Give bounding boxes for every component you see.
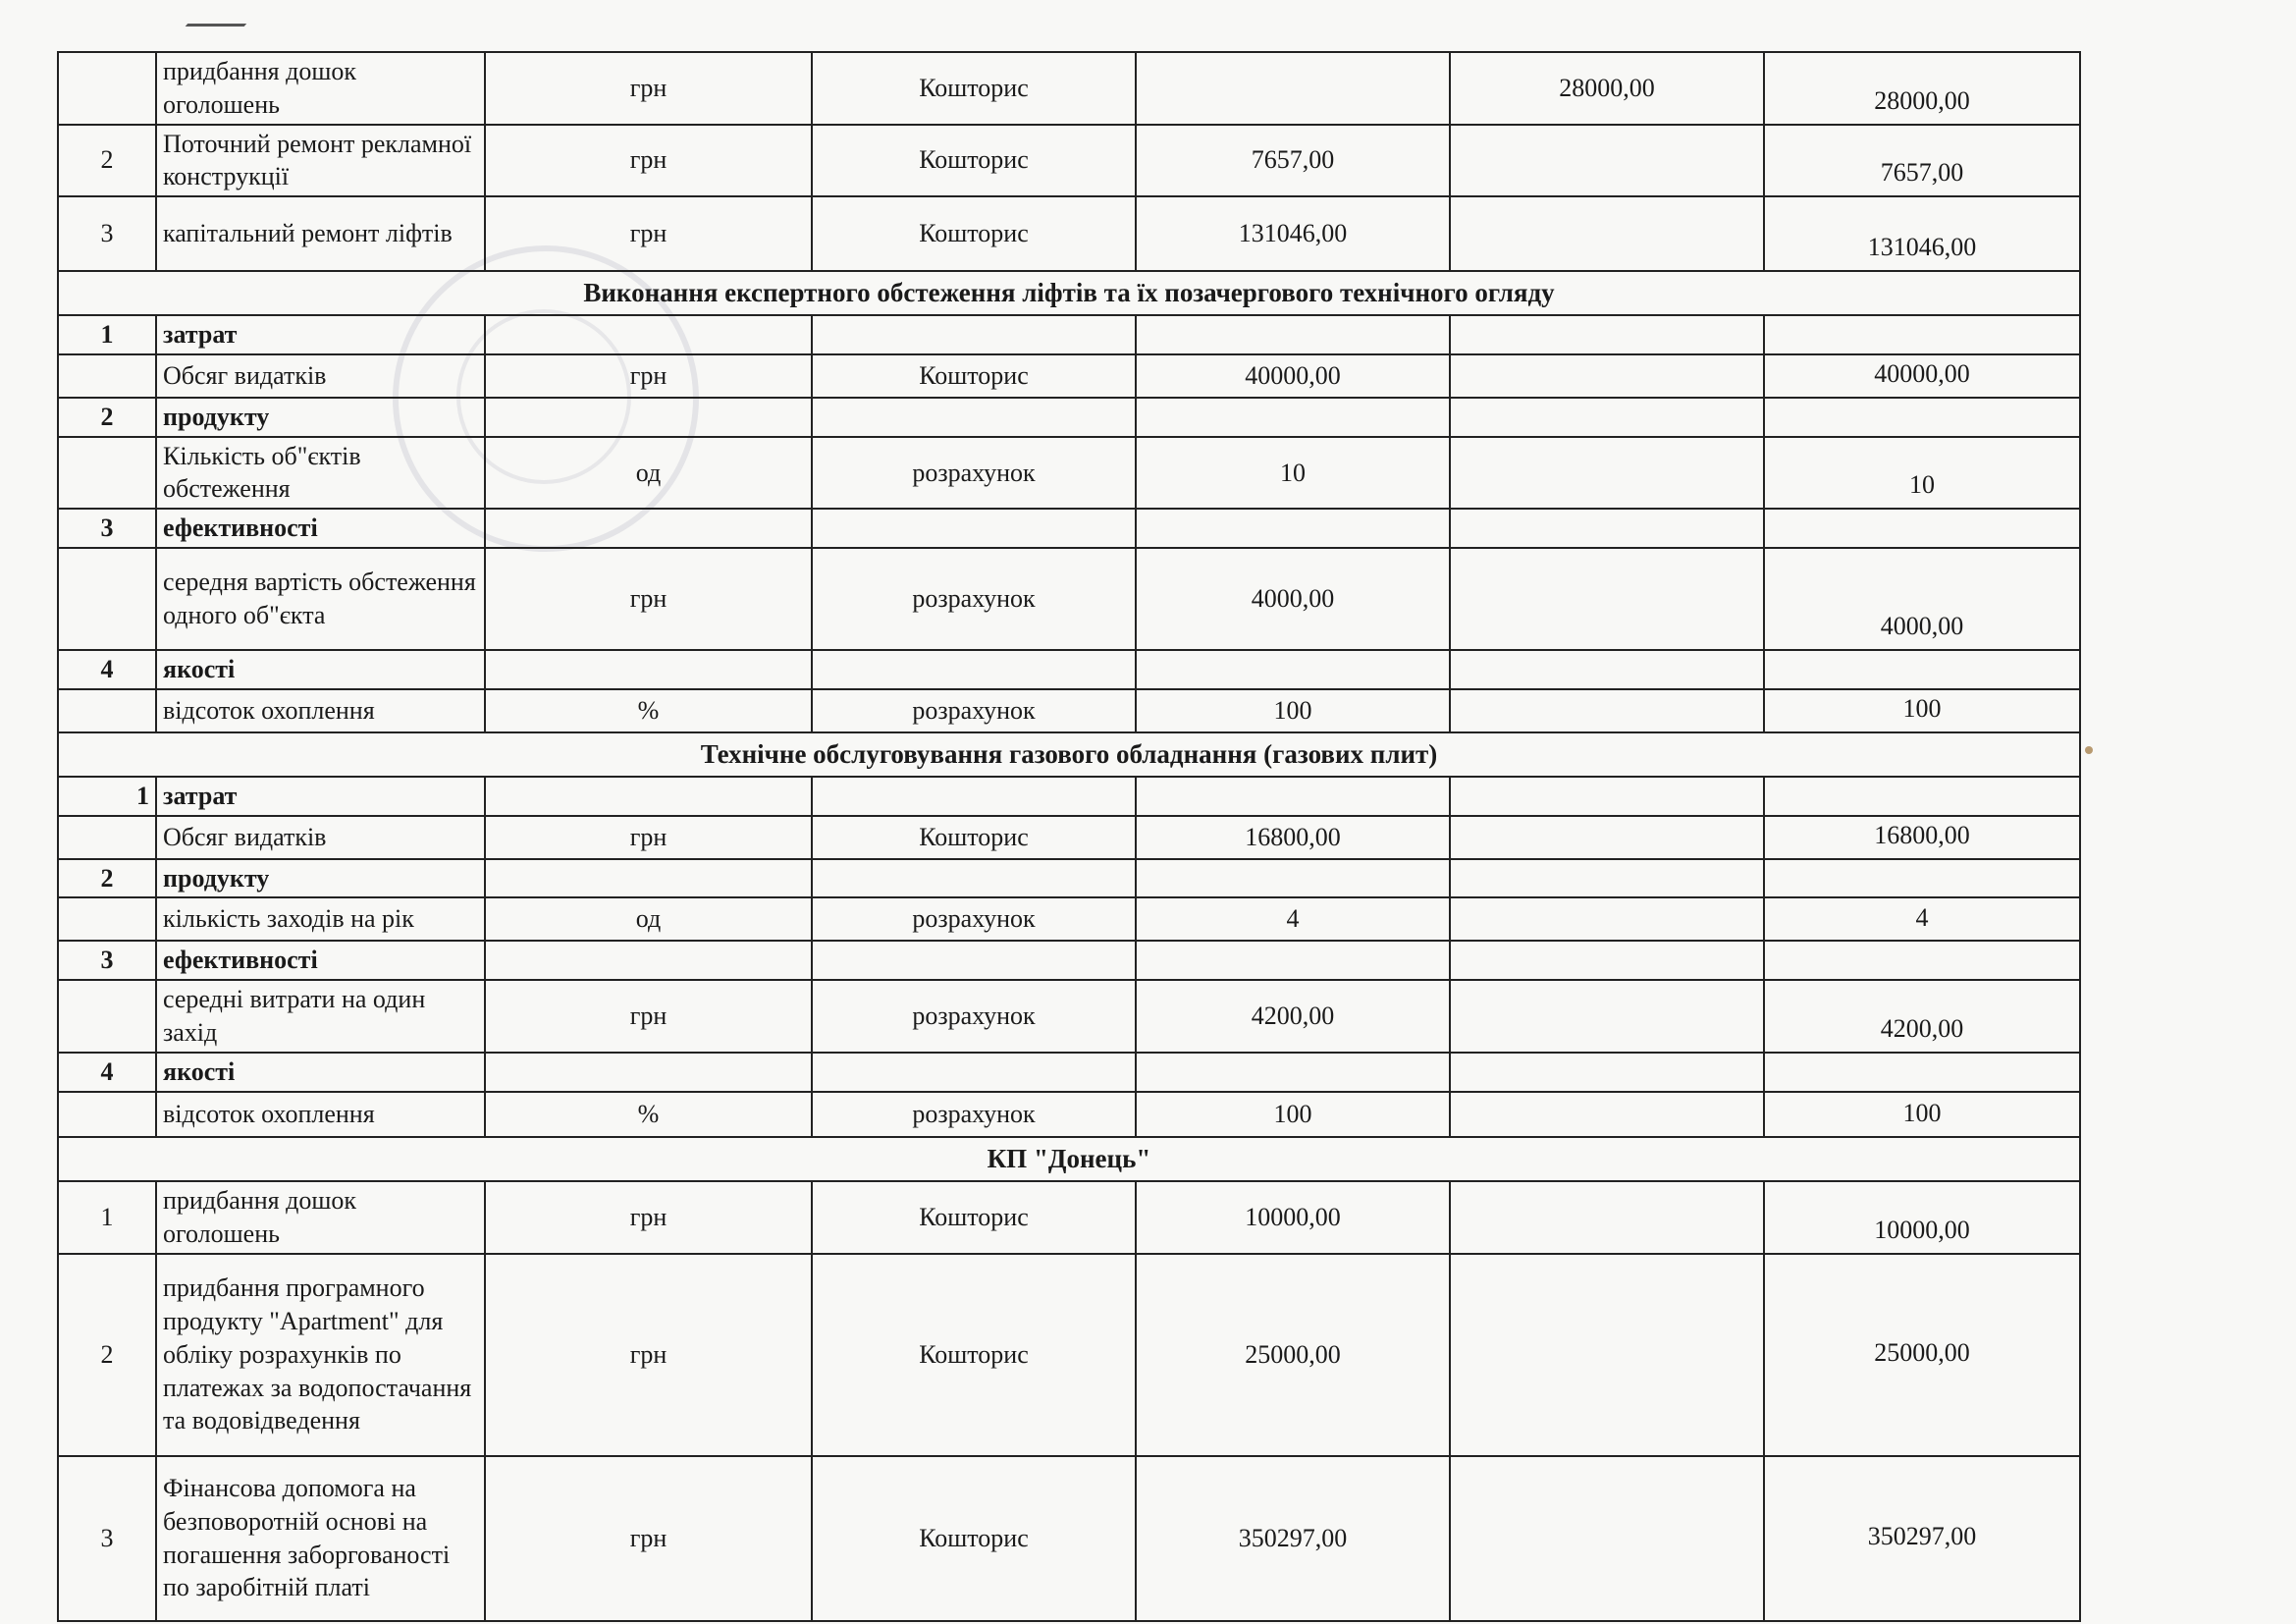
row-total: 4200,00 — [1764, 980, 2080, 1053]
category-row — [58, 1053, 2080, 1092]
empty-cell — [1136, 941, 1450, 980]
row-name: середні витрати на один захід — [156, 980, 485, 1053]
empty-cell — [1450, 650, 1764, 689]
row-value-general: 4 — [1136, 897, 1450, 941]
empty-cell — [1450, 354, 1764, 398]
row-source: розрахунок — [812, 980, 1136, 1053]
empty-cell — [1450, 777, 1764, 816]
table-row — [58, 52, 2080, 125]
row-unit: % — [485, 689, 812, 732]
row-total: 10 — [1764, 437, 2080, 510]
empty-cell — [1450, 1181, 1764, 1254]
section-title-donets: КП "Донець" — [58, 1137, 2080, 1181]
row-source: розрахунок — [812, 689, 1136, 732]
empty-cell — [58, 1092, 156, 1137]
row-name: Поточний ремонт рекламної конструкції — [156, 125, 485, 197]
empty-cell — [1764, 1053, 2080, 1092]
row-name: придбання дошок оголошень — [156, 1181, 485, 1254]
category-name: ефективності — [156, 941, 485, 980]
empty-cell — [485, 650, 812, 689]
empty-cell — [58, 689, 156, 732]
table-row — [58, 897, 2080, 941]
row-name: Обсяг видатків — [156, 816, 485, 859]
empty-cell — [1450, 398, 1764, 437]
row-value-general: 131046,00 — [1136, 196, 1450, 271]
empty-cell — [812, 1053, 1136, 1092]
row-number — [58, 52, 156, 125]
category-row — [58, 777, 2080, 816]
row-unit: грн — [485, 196, 812, 271]
empty-cell — [812, 777, 1136, 816]
category-name: ефективності — [156, 509, 485, 548]
table-row — [58, 196, 2080, 271]
row-unit: грн — [485, 354, 812, 398]
row-name: придбання програмного продукту "Apartment" для обліку розрахунків по платежах за водопостачання та водовідведення — [156, 1254, 485, 1456]
empty-cell — [1764, 398, 2080, 437]
row-number: 1 — [58, 1181, 156, 1254]
empty-cell — [1136, 650, 1450, 689]
row-value-general: 40000,00 — [1136, 354, 1450, 398]
row-unit: грн — [485, 816, 812, 859]
row-unit: грн — [485, 548, 812, 650]
empty-cell — [1136, 1053, 1450, 1092]
row-source: розрахунок — [812, 548, 1136, 650]
row-source: розрахунок — [812, 437, 1136, 510]
table-row — [58, 437, 2080, 510]
section-title-lifts: Виконання експертного обстеження ліфтів та їх позачергового технічного огляду — [58, 271, 2080, 315]
row-value-general: 10000,00 — [1136, 1181, 1450, 1254]
empty-cell — [1450, 689, 1764, 732]
table-row — [58, 980, 2080, 1053]
empty-cell — [812, 859, 1136, 898]
row-source: Кошторис — [812, 52, 1136, 125]
table-row — [58, 1254, 2080, 1456]
table-row — [58, 125, 2080, 197]
empty-cell — [812, 398, 1136, 437]
row-unit: грн — [485, 125, 812, 197]
row-value-special — [1450, 196, 1764, 271]
empty-cell — [1450, 980, 1764, 1053]
empty-cell — [58, 548, 156, 650]
row-name: відсоток охоплення — [156, 1092, 485, 1137]
empty-cell — [1136, 315, 1450, 354]
empty-cell — [1136, 777, 1450, 816]
empty-cell — [485, 315, 812, 354]
empty-cell — [1450, 1053, 1764, 1092]
empty-cell — [812, 650, 1136, 689]
empty-cell — [1136, 509, 1450, 548]
row-source: Кошторис — [812, 196, 1136, 271]
category-name: затрат — [156, 777, 485, 816]
empty-cell — [1450, 1456, 1764, 1621]
row-value-special: 28000,00 — [1450, 52, 1764, 125]
row-total: 16800,00 — [1764, 816, 2080, 859]
scan-dot — [2085, 746, 2093, 754]
category-number: 3 — [58, 509, 156, 548]
empty-cell — [1450, 1254, 1764, 1456]
table-row — [58, 816, 2080, 859]
category-name: продукту — [156, 859, 485, 898]
table-row — [58, 354, 2080, 398]
empty-cell — [485, 941, 812, 980]
empty-cell — [1764, 941, 2080, 980]
section-header-row — [58, 1137, 2080, 1181]
row-name: середня вартість обстеження одного об"єкта — [156, 548, 485, 650]
row-source: Кошторис — [812, 125, 1136, 197]
row-total: 350297,00 — [1764, 1456, 2080, 1621]
category-number: 1 — [58, 777, 156, 816]
row-unit: грн — [485, 980, 812, 1053]
row-value-general: 4200,00 — [1136, 980, 1450, 1053]
section-header-row — [58, 271, 2080, 315]
table-row — [58, 689, 2080, 732]
row-value-general: 10 — [1136, 437, 1450, 510]
category-name: продукту — [156, 398, 485, 437]
category-name: затрат — [156, 315, 485, 354]
empty-cell — [58, 980, 156, 1053]
category-number: 4 — [58, 1053, 156, 1092]
row-number: 2 — [58, 1254, 156, 1456]
table-row — [58, 1181, 2080, 1254]
row-source: Кошторис — [812, 1181, 1136, 1254]
empty-cell — [1450, 816, 1764, 859]
empty-cell — [1450, 941, 1764, 980]
row-total: 100 — [1764, 689, 2080, 732]
row-source: Кошторис — [812, 1254, 1136, 1456]
section-title-gas: Технічне обслуговування газового обладнання (газових плит) — [58, 732, 2080, 777]
empty-cell — [1450, 437, 1764, 510]
row-total: 4000,00 — [1764, 548, 2080, 650]
row-name: Фінансова допомога на безповоротній основі на погашення заборгованості по заробітній платі — [156, 1456, 485, 1621]
row-name: Кількість об"єктів обстеження — [156, 437, 485, 510]
row-source: Кошторис — [812, 1456, 1136, 1621]
empty-cell — [485, 1053, 812, 1092]
empty-cell — [812, 315, 1136, 354]
row-number: 3 — [58, 1456, 156, 1621]
section-header-row — [58, 732, 2080, 777]
empty-cell — [485, 509, 812, 548]
empty-cell — [1450, 548, 1764, 650]
category-row — [58, 650, 2080, 689]
empty-cell — [1450, 315, 1764, 354]
category-row — [58, 509, 2080, 548]
row-unit: грн — [485, 52, 812, 125]
row-number: 2 — [58, 125, 156, 197]
budget-indicators-table — [57, 51, 2081, 1622]
row-total: 28000,00 — [1764, 52, 2080, 125]
row-source: Кошторис — [812, 354, 1136, 398]
row-total: 4 — [1764, 897, 2080, 941]
row-unit: грн — [485, 1254, 812, 1456]
row-name: Обсяг видатків — [156, 354, 485, 398]
empty-cell — [485, 777, 812, 816]
category-number: 1 — [58, 315, 156, 354]
row-value-general: 100 — [1136, 1092, 1450, 1137]
category-number: 4 — [58, 650, 156, 689]
empty-cell — [58, 354, 156, 398]
row-value-general: 4000,00 — [1136, 548, 1450, 650]
empty-cell — [485, 398, 812, 437]
row-source: Кошторис — [812, 816, 1136, 859]
row-value-general: 25000,00 — [1136, 1254, 1450, 1456]
empty-cell — [1764, 509, 2080, 548]
budget-table-sheet — [57, 51, 2079, 1622]
row-source: розрахунок — [812, 897, 1136, 941]
row-unit: % — [485, 1092, 812, 1137]
row-name: капітальний ремонт ліфтів — [156, 196, 485, 271]
row-total: 10000,00 — [1764, 1181, 2080, 1254]
empty-cell — [1136, 398, 1450, 437]
empty-cell — [1764, 315, 2080, 354]
row-total: 131046,00 — [1764, 196, 2080, 271]
category-number: 2 — [58, 398, 156, 437]
scan-edge-mark — [186, 0, 267, 27]
row-source: розрахунок — [812, 1092, 1136, 1137]
row-unit: од — [485, 897, 812, 941]
table-row — [58, 548, 2080, 650]
row-value-general: 16800,00 — [1136, 816, 1450, 859]
empty-cell — [1764, 777, 2080, 816]
row-name: кількість заходів на рік — [156, 897, 485, 941]
empty-cell — [1450, 859, 1764, 898]
empty-cell — [1450, 897, 1764, 941]
row-name: відсоток охоплення — [156, 689, 485, 732]
row-unit: од — [485, 437, 812, 510]
category-row — [58, 398, 2080, 437]
row-value-special — [1450, 125, 1764, 197]
row-value-general — [1136, 52, 1450, 125]
row-total: 100 — [1764, 1092, 2080, 1137]
row-total: 7657,00 — [1764, 125, 2080, 197]
table-row — [58, 1456, 2080, 1621]
row-value-general: 350297,00 — [1136, 1456, 1450, 1621]
category-number: 3 — [58, 941, 156, 980]
empty-cell — [1136, 859, 1450, 898]
category-row — [58, 941, 2080, 980]
row-name: придбання дошок оголошень — [156, 52, 485, 125]
empty-cell — [812, 509, 1136, 548]
category-row — [58, 859, 2080, 898]
empty-cell — [1764, 650, 2080, 689]
category-name: якості — [156, 1053, 485, 1092]
row-value-general: 100 — [1136, 689, 1450, 732]
row-unit: грн — [485, 1456, 812, 1621]
category-number: 2 — [58, 859, 156, 898]
row-total: 25000,00 — [1764, 1254, 2080, 1456]
row-value-general: 7657,00 — [1136, 125, 1450, 197]
row-number: 3 — [58, 196, 156, 271]
table-row — [58, 1092, 2080, 1137]
empty-cell — [1450, 1092, 1764, 1137]
row-total: 40000,00 — [1764, 354, 2080, 398]
empty-cell — [1764, 859, 2080, 898]
empty-cell — [1450, 509, 1764, 548]
category-name: якості — [156, 650, 485, 689]
row-unit: грн — [485, 1181, 812, 1254]
empty-cell — [58, 816, 156, 859]
empty-cell — [485, 859, 812, 898]
empty-cell — [58, 897, 156, 941]
category-row — [58, 315, 2080, 354]
empty-cell — [58, 437, 156, 510]
empty-cell — [812, 941, 1136, 980]
